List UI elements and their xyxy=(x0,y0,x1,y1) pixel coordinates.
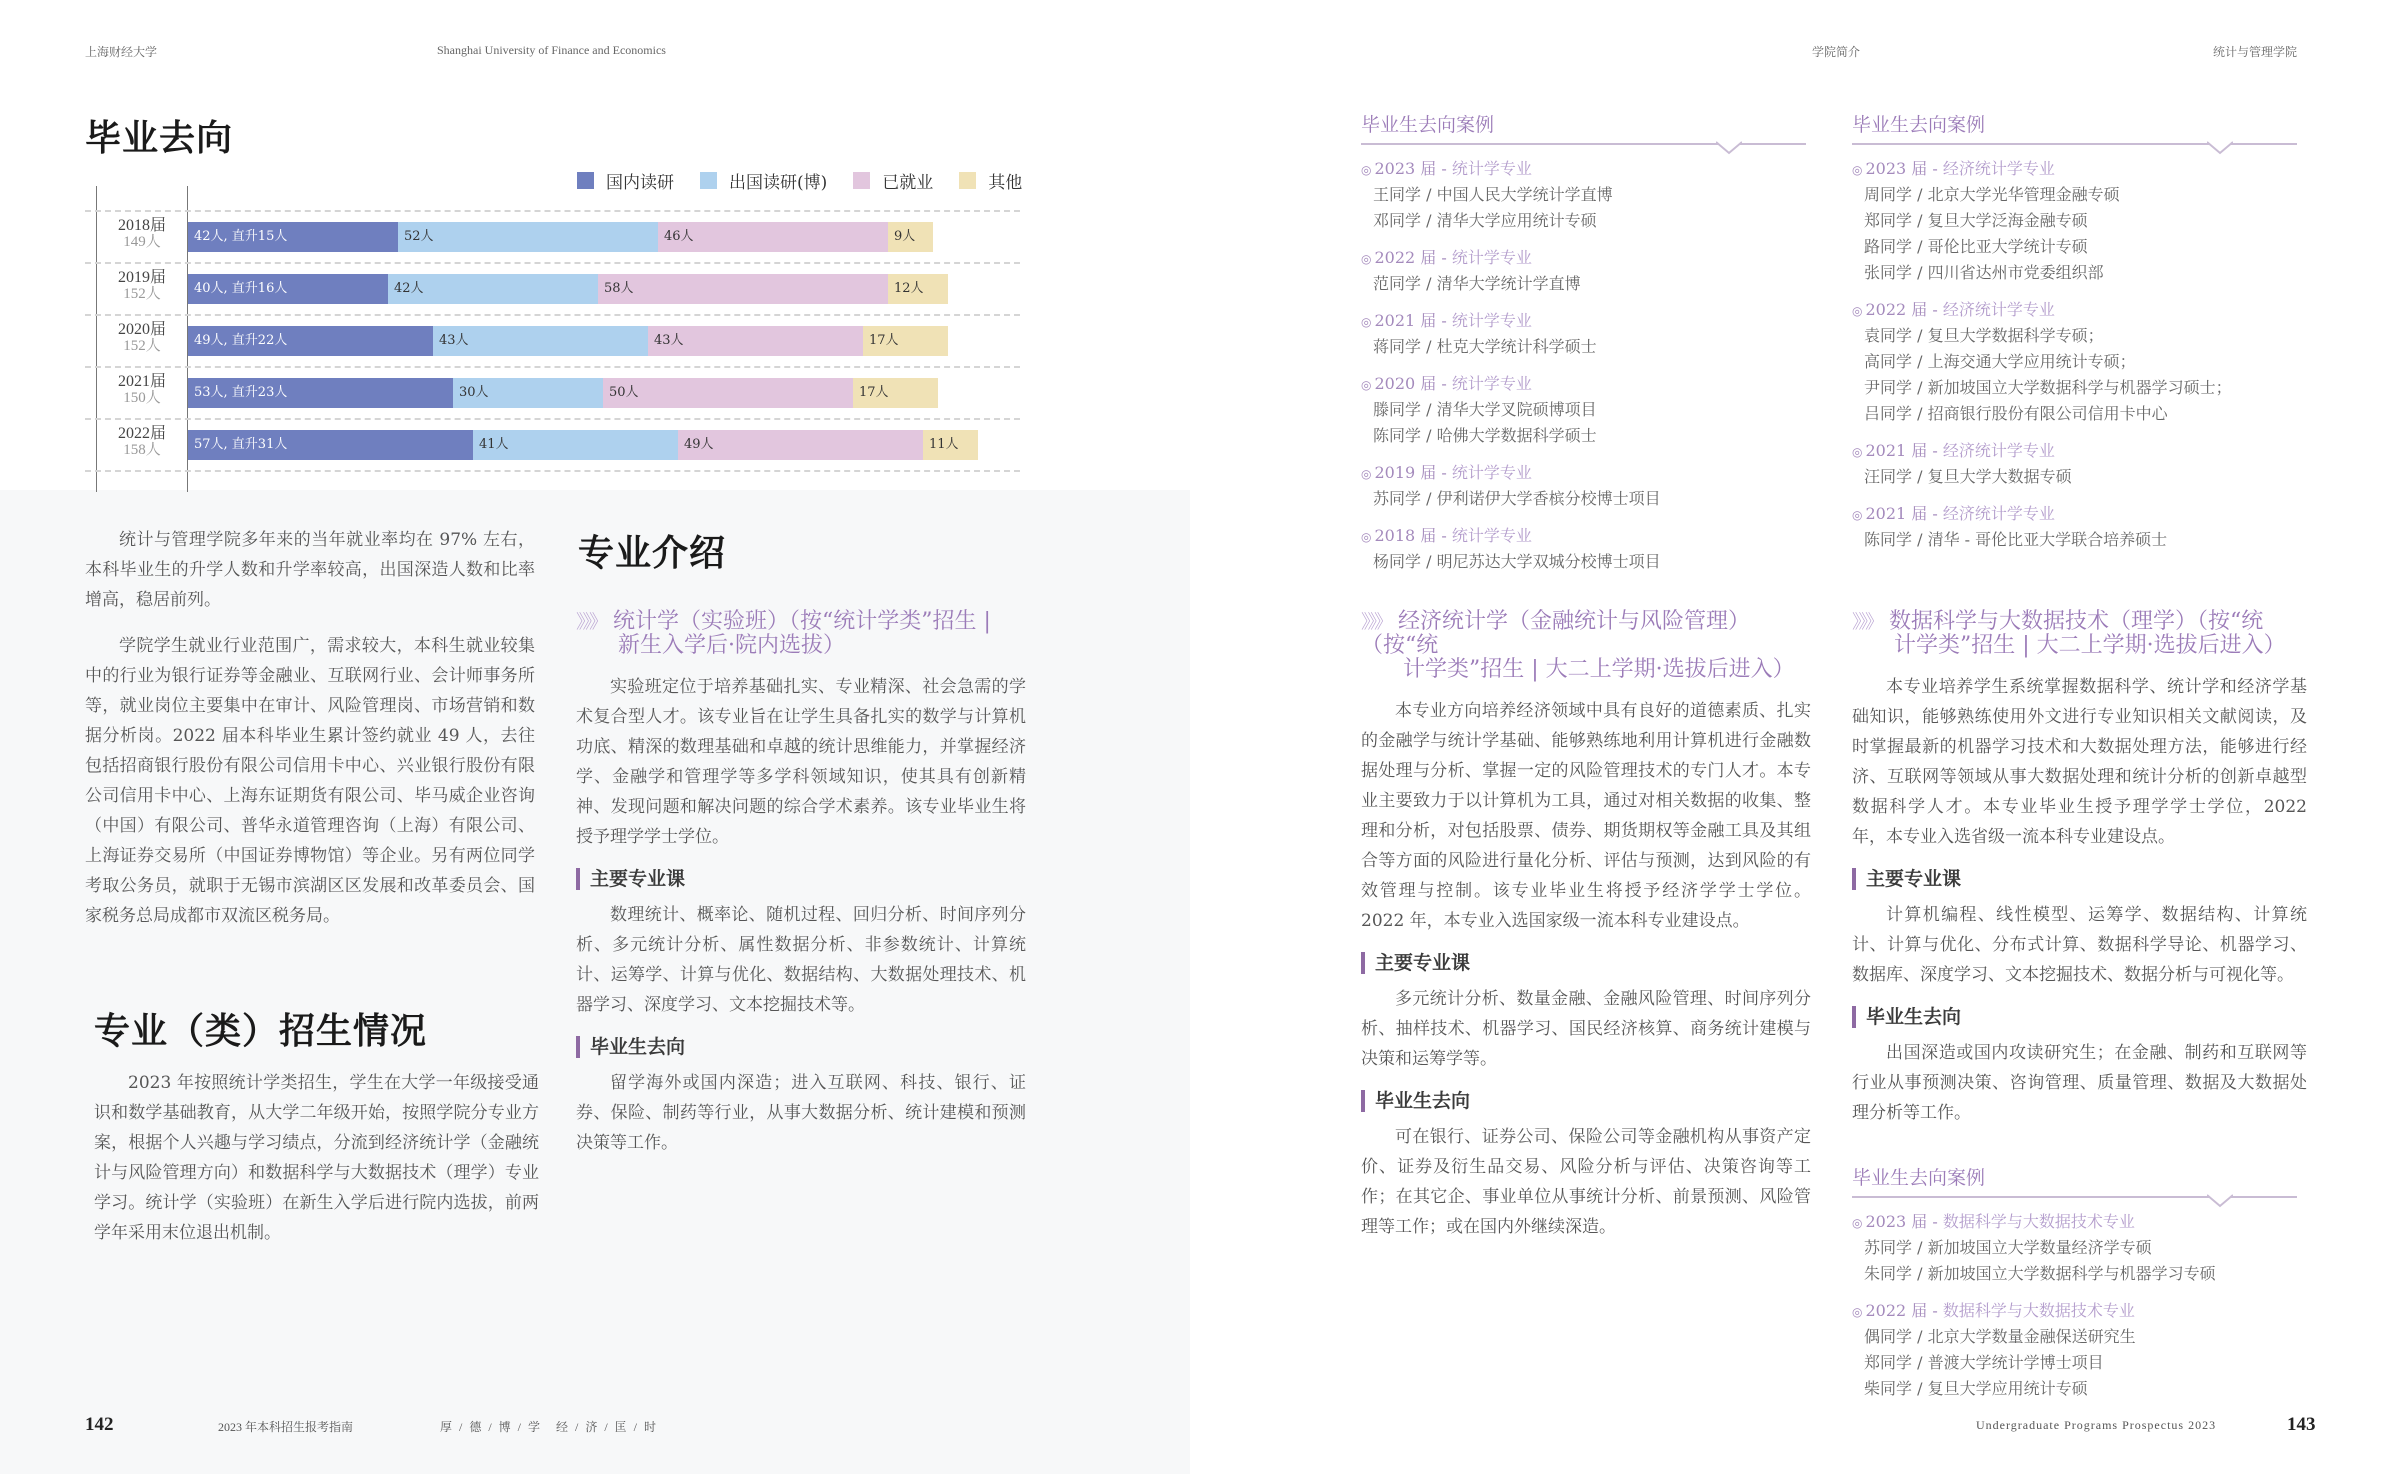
bar-segment: 42人 xyxy=(388,274,598,304)
bullet-circle-icon: ◎ xyxy=(1852,1216,1863,1230)
divider xyxy=(1361,143,1806,145)
case-item: 袁同学 / 复旦大学数据科学专硕； xyxy=(1864,326,2104,345)
case-item: 路同学 / 哥伦比亚大学统计专硕 xyxy=(1864,237,2088,256)
bar-segment: 53人, 直升23人 xyxy=(188,378,453,408)
chart-row-label: 2020届 152人 xyxy=(117,321,166,354)
chart-row xyxy=(85,418,1020,470)
bar-segment: 30人 xyxy=(453,378,603,408)
intro-title: 专业介绍 xyxy=(578,532,727,574)
case-item: 范同学 / 清华大学统计学直博 xyxy=(1373,274,1581,293)
bullet-circle-icon: ◎ xyxy=(1361,530,1372,544)
bar-segment: 43人 xyxy=(648,326,863,356)
major-description: 本专业培养学生系统掌握数据科学、统计学和经济学基础知识，能够熟练使用外文进行专业知识相关文献阅读，及时掌握最新的机器学习技术和大数据处理方法，能够进行经济、互联网等领域从事大数据处理和统计分析的创新卓越型数据科学人才。本专业毕业生授予理学学士学位，2022 年，本专业入选省级一流本科专业建设点。 xyxy=(1852,677,2307,847)
bar-segment: 17人 xyxy=(853,378,938,408)
bar-segment: 9人 xyxy=(888,222,933,252)
case-group: ◎ 2022 届 - 经济统计学专业 袁同学 / 复旦大学数据科学专硕； 高同学 / 上海交通大学应用统计专硕； 尹同学 / 新加坡国立大学数据科学与机器学习硕士； 吕同学 / 招商银行股份有限公司信用卡中心 xyxy=(1852,298,2297,427)
careers-heading: 毕业生去向 xyxy=(1852,1006,2307,1028)
cases-data-science xyxy=(1852,1163,2297,1402)
case-item: 郑同学 / 复旦大学泛海金融专硕 xyxy=(1864,211,2088,230)
bullet-circle-icon: ◎ xyxy=(1361,467,1372,481)
page-number-right: 143 xyxy=(2287,1414,2316,1435)
chart-row-label: 2019届 152人 xyxy=(117,269,166,302)
case-group: ◎ 2021 届 - 经济统计学专业 汪同学 / 复旦大学大数据专硕 xyxy=(1852,439,2297,490)
chart-gridline xyxy=(85,470,1020,472)
bullet-circle-icon: ◎ xyxy=(1361,315,1372,329)
bar-segment: 11人 xyxy=(923,430,978,460)
cases-heading: 毕业生去向案例 xyxy=(1852,114,1986,136)
bar-segment: 57人, 直升31人 xyxy=(188,430,473,460)
stacked-bar-chart xyxy=(85,186,1020,492)
bullet-circle-icon: ◎ xyxy=(1852,1305,1863,1319)
case-item: 柴同学 / 复旦大学应用统计专硕 xyxy=(1864,1379,2088,1398)
page-number-left: 142 xyxy=(85,1414,114,1435)
major-title: 》》》 统计学（实验班）（按“统计学类”招生 | 新生入学后·院内选拔） xyxy=(576,609,991,658)
case-item: 苏同学 / 伊利诺伊大学香槟分校博士项目 xyxy=(1373,489,1661,508)
bar-segment: 49人 xyxy=(678,430,923,460)
notch-icon xyxy=(2207,1194,2233,1208)
bar-segment: 43人 xyxy=(433,326,648,356)
bar-segment: 12人 xyxy=(888,274,948,304)
case-item: 蒋同学 / 杜克大学统计科学硕士 xyxy=(1373,337,1597,356)
bar-segment: 40人, 直升16人 xyxy=(188,274,388,304)
major-description: 本专业方向培养经济领域中具有良好的道德素质、扎实的金融学与统计学基础、能够熟练地利用计算机进行金融数据处理与分析、掌握一定的风险管理技术的专门人才。本专业主要致力于以计算机为工具，通过对相关数据的收集、整理和分析，对包括股票、债券、期货期权等金融工具及其组合等方面的风险进行量化分析、评估与预测，达到风险的有效管理与控制。该专业毕业生将授予经济学学士学位。2022 年，本专业入选国家级一流本科专业建设点。 xyxy=(1361,701,1811,931)
divider xyxy=(1852,143,2297,145)
case-group: ◎ 2023 届 - 经济统计学专业 周同学 / 北京大学光华管理金融专硕 郑同学 / 复旦大学泛海金融专硕 路同学 / 哥伦比亚大学统计专硕 张同学 / 四川省达州市党委组织部 xyxy=(1852,157,2297,286)
bullet-circle-icon: ◎ xyxy=(1361,252,1372,266)
major-description: 实验班定位于培养基础扎实、专业精深、社会急需的学术复合型人才。该专业旨在让学生具备扎实的数学与计算机功底、精深的数理基础和卓越的统计思维能力，并掌握经济学、金融学和管理学等多学科领域知识，使其具有创新精神、发现问题和解决问题的综合学术素养。该专业毕业生将授予理学学士学位。 xyxy=(576,677,1026,847)
notch-icon xyxy=(2207,141,2233,155)
courses-text: 数理统计、概率论、随机过程、回归分析、时间序列分析、多元统计分析、属性数据分析、非参数统计、计算统计、运筹学、计算与优化、数据结构、大数据处理技术、机器学习、深度学习、文本挖掘技术等。 xyxy=(576,905,1026,1015)
bullet-circle-icon: ◎ xyxy=(1361,163,1372,177)
case-item: 朱同学 / 新加坡国立大学数据科学与机器学习专硕 xyxy=(1864,1264,2216,1283)
courses-heading: 主要专业课 xyxy=(576,868,1026,890)
case-group: ◎ 2019 届 - 统计学专业 苏同学 / 伊利诺伊大学香槟分校博士项目 xyxy=(1361,461,1806,512)
bar-segment: 50人 xyxy=(603,378,853,408)
legend-item: 出国读研(博) xyxy=(700,168,827,193)
bar-segment: 41人 xyxy=(473,430,678,460)
stacked-bar xyxy=(188,378,938,408)
enrollment-text: 2023 年按照统计学类招生，学生在大学一年级接受通识和数学基础教育，从大学二年级开始，按照学院分专业方案，根据个人兴趣与学习绩点，分流到经济统计学（金融统计与风险管理方向）和数据科学与大数据技术（理学）专业学习。统计学（实验班）在新生入学后进行院内选拔，前两学年采用末位退出机制。 xyxy=(94,1073,539,1243)
bar-segment: 58人 xyxy=(598,274,888,304)
bar-segment: 52人 xyxy=(398,222,658,252)
bar-segment: 49人, 直升22人 xyxy=(188,326,433,356)
courses-text: 多元统计分析、数量金融、金融风险管理、时间序列分析、抽样技术、机器学习、国民经济核算、商务统计建模与决策和运筹学等。 xyxy=(1361,989,1811,1069)
major-title: 》》》 数据科学与大数据技术（理学）（按“统 计学类”招生 | 大二上学期·选拔后进入） xyxy=(1852,609,2286,658)
legend-item: 其他 xyxy=(959,168,1022,193)
case-group: ◎ 2021 届 - 经济统计学专业 陈同学 / 清华 - 哥伦比亚大学联合培养硕士 xyxy=(1852,502,2297,553)
case-group: ◎ 2020 届 - 统计学专业 滕同学 / 清华大学叉院硕博项目 陈同学 / 哈佛大学数据科学硕士 xyxy=(1361,372,1806,449)
footer-guide: 2023 年本科招生报考指南 xyxy=(218,1420,354,1434)
bar-segment: 17人 xyxy=(863,326,948,356)
case-item: 吕同学 / 招商银行股份有限公司信用卡中心 xyxy=(1864,404,2168,423)
bullet-circle-icon: ◎ xyxy=(1852,508,1863,522)
case-group: ◎ 2023 届 - 数据科学与大数据技术专业 苏同学 / 新加坡国立大学数量经济学专硕 朱同学 / 新加坡国立大学数据科学与机器学习专硕 xyxy=(1852,1210,2297,1287)
chart-row xyxy=(85,210,1020,262)
cases-statistics xyxy=(1361,110,1806,575)
case-group: ◎ 2022 届 - 统计学专业 范同学 / 清华大学统计学直博 xyxy=(1361,246,1806,297)
case-group: ◎ 2018 届 - 统计学专业 杨同学 / 明尼苏达大学双城分校博士项目 xyxy=(1361,524,1806,575)
case-item: 郑同学 / 普渡大学统计学博士项目 xyxy=(1864,1353,2104,1372)
page-title-career: 毕业去向 xyxy=(85,117,234,159)
case-item: 偶同学 / 北京大学数量金融保送研究生 xyxy=(1864,1327,2136,1346)
legend-item: 已就业 xyxy=(853,168,933,193)
cases-economic-statistics xyxy=(1852,110,2297,553)
case-item: 尹同学 / 新加坡国立大学数据科学与机器学习硕士； xyxy=(1864,378,2232,397)
stacked-bar xyxy=(188,326,948,356)
bullet-circle-icon: ◎ xyxy=(1852,163,1863,177)
cases-heading: 毕业生去向案例 xyxy=(1361,114,1495,136)
employment-text xyxy=(85,525,535,947)
notch-icon xyxy=(1716,141,1742,155)
chevron-right-icon: 》》》 xyxy=(1852,611,1882,633)
courses-heading: 主要专业课 xyxy=(1361,952,1811,974)
careers-heading: 毕业生去向 xyxy=(576,1036,1026,1058)
divider xyxy=(1852,1196,2297,1198)
chart-row xyxy=(85,314,1020,366)
case-item: 邓同学 / 清华大学应用统计专硕 xyxy=(1373,211,1597,230)
case-group: ◎ 2021 届 - 统计学专业 蒋同学 / 杜克大学统计科学硕士 xyxy=(1361,309,1806,360)
bar-segment: 42人, 直升15人 xyxy=(188,222,398,252)
case-item: 汪同学 / 复旦大学大数据专硕 xyxy=(1864,467,2072,486)
bar-segment: 46人 xyxy=(658,222,888,252)
case-group: ◎ 2022 届 - 数据科学与大数据技术专业 偶同学 / 北京大学数量金融保送研究生 郑同学 / 普渡大学统计学博士项目 柴同学 / 复旦大学应用统计专硕 xyxy=(1852,1299,2297,1402)
bullet-circle-icon: ◎ xyxy=(1852,304,1863,318)
employment-paragraph: 学院学生就业行业范围广，需求较大，本科生就业较集中的行业为银行证券等金融业、互联网行业、会计师事务所等，就业岗位主要集中在审计、风险管理岗、市场营销和数据分析岗。2022 届本科毕业生累计签约就业 49 人，去往包括招商银行股份有限公司信用卡中心、兴业银行股份有限公司信用卡中心、上海东证期货有限公司、毕马威企业咨询（中国）有限公司、普华永道管理咨询（上海）有限公司、上海证券交易所（中国证券博物馆）等企业。另有两位同学考取公务员，就职于无锡市滨湖区区发展和改革委员会、国家税务总局成都市双流区税务局。 xyxy=(85,636,535,926)
header-college: 统计与管理学院 xyxy=(2213,45,2298,59)
major-statistics-experimental xyxy=(576,610,1026,1174)
case-item: 陈同学 / 哈佛大学数据科学硕士 xyxy=(1373,426,1597,445)
chart-row-label: 2018届 149人 xyxy=(117,217,166,250)
case-item: 周同学 / 北京大学光华管理金融专硕 xyxy=(1864,185,2120,204)
header-section: 学院简介 xyxy=(1812,45,1861,59)
header-university-cn: 上海财经大学 xyxy=(85,45,158,59)
stacked-bar xyxy=(188,274,948,304)
careers-text: 可在银行、证券公司、保险公司等金融机构从事资产定价、证券及衍生品交易、风险分析与评估、决策咨询等工作；在其它企、事业单位从事统计分析、前景预测、风险管理等工作；或在国内外继续深造。 xyxy=(1361,1127,1811,1237)
case-item: 张同学 / 四川省达州市党委组织部 xyxy=(1864,263,2104,282)
footer-motto: 厚 / 德 / 博 / 学 经 / 济 / 匡 / 时 xyxy=(440,1420,659,1434)
chart-row-label: 2022届 158人 xyxy=(117,425,166,458)
bullet-circle-icon: ◎ xyxy=(1361,378,1372,392)
enrollment-title: 专业（类）招生情况 xyxy=(94,1010,428,1052)
careers-heading: 毕业生去向 xyxy=(1361,1090,1811,1112)
cases-heading: 毕业生去向案例 xyxy=(1852,1167,1986,1189)
case-item: 王同学 / 中国人民大学统计学直博 xyxy=(1373,185,1613,204)
legend-item: 国内读研 xyxy=(577,168,674,193)
stacked-bar xyxy=(188,222,933,252)
major-data-science xyxy=(1852,610,2307,1144)
courses-heading: 主要专业课 xyxy=(1852,868,2307,890)
case-item: 苏同学 / 新加坡国立大学数量经济学专硕 xyxy=(1864,1238,2152,1257)
case-item: 高同学 / 上海交通大学应用统计专硕； xyxy=(1864,352,2136,371)
footer-prospectus: Undergraduate Programs Prospectus 2023 xyxy=(1976,1418,2217,1432)
careers-text: 留学海外或国内深造；进入互联网、科技、银行、证券、保险、制药等行业，从事大数据分析、统计建模和预测决策等工作。 xyxy=(576,1073,1026,1153)
chevron-right-icon: 》》》 xyxy=(1361,611,1391,633)
major-title: 》》》 经济统计学（金融统计与风险管理）（按“统 计学类”招生 | 大二上学期·选拔后进入） xyxy=(1361,609,1795,682)
case-item: 陈同学 / 清华 - 哥伦比亚大学联合培养硕士 xyxy=(1864,530,2168,549)
case-item: 杨同学 / 明尼苏达大学双城分校博士项目 xyxy=(1373,552,1661,571)
employment-paragraph: 统计与管理学院多年来的当年就业率均在 97% 左右，本科毕业生的升学人数和升学率较高，出国深造人数和比率增高，稳居前列。 xyxy=(85,530,535,610)
courses-text: 计算机编程、线性模型、运筹学、数据结构、计算统计、计算与优化、分布式计算、数据科学导论、机器学习、数据库、深度学习、文本挖掘技术、数据分析与可视化等。 xyxy=(1852,905,2307,985)
chevron-right-icon: 》》》 xyxy=(576,611,606,633)
chart-row-label: 2021届 150人 xyxy=(117,373,166,406)
major-economic-statistics xyxy=(1361,610,1811,1258)
case-item: 滕同学 / 清华大学叉院硕博项目 xyxy=(1373,400,1597,419)
chart-row xyxy=(85,366,1020,418)
careers-text: 出国深造或国内攻读研究生；在金融、制药和互联网等行业从事预测决策、咨询管理、质量管理、数据及大数据处理分析等工作。 xyxy=(1852,1043,2307,1123)
stacked-bar xyxy=(188,430,978,460)
case-group: ◎ 2023 届 - 统计学专业 王同学 / 中国人民大学统计学直博 邓同学 / 清华大学应用统计专硕 xyxy=(1361,157,1806,234)
header-university-en: Shanghai University of Finance and Economics xyxy=(437,43,666,57)
bullet-circle-icon: ◎ xyxy=(1852,445,1863,459)
chart-row xyxy=(85,262,1020,314)
